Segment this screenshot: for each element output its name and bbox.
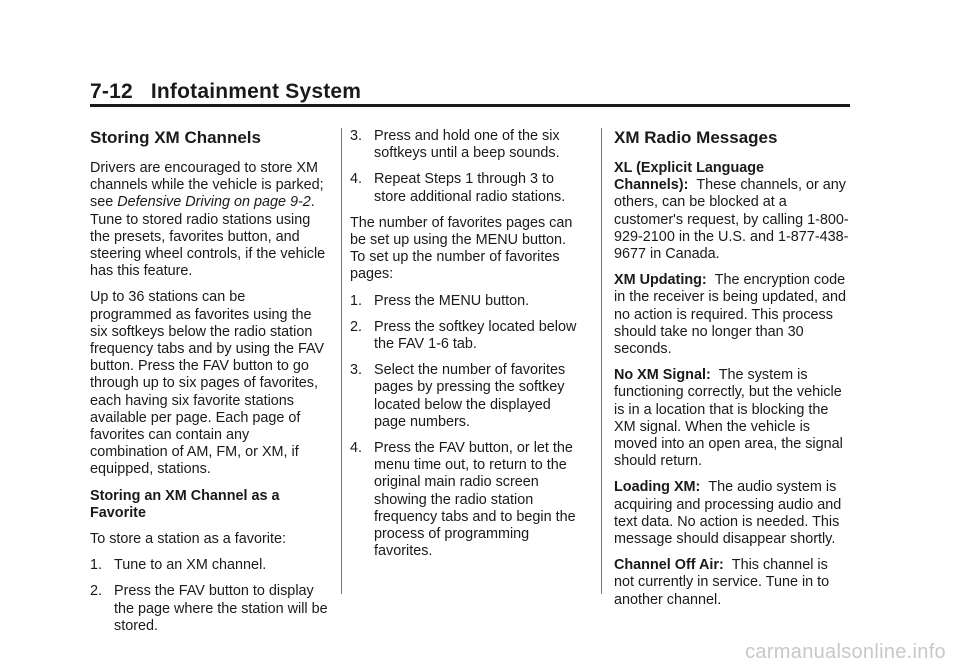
message-text: The audio system is acquiring and processing audio and text data. No action is needed. This message should disappear shortly. bbox=[614, 479, 842, 548]
step-number: 2. bbox=[350, 318, 363, 335]
subsection-heading: Storing an XM Channel as a Favorite bbox=[90, 487, 280, 521]
intro-paragraph bbox=[90, 160, 330, 280]
column-divider-1 bbox=[341, 128, 342, 594]
message-label: Channel Off Air: bbox=[614, 557, 724, 574]
watermark: carmanualsonline.info bbox=[745, 641, 946, 663]
message-item bbox=[614, 367, 850, 470]
chapter-title: Infotainment System bbox=[150, 80, 362, 103]
step-number: 2. bbox=[90, 583, 103, 600]
section-heading: Storing XM Channels bbox=[90, 128, 261, 147]
message-label: Loading XM: bbox=[614, 479, 701, 496]
step-text: Press the FAV button to display the page where the station will be stored. bbox=[114, 583, 328, 634]
step-number: 1. bbox=[90, 557, 103, 574]
list-item bbox=[350, 171, 582, 205]
column-3 bbox=[614, 128, 850, 618]
step-text: Press the FAV button, or let the menu time out, to return to the original main radio screen showing the radio station frequency tabs and to begin the process of programming favorites. bbox=[374, 440, 576, 560]
message-item bbox=[614, 557, 850, 609]
message-text: This channel is not currently in service. Tune in to another channel. bbox=[614, 557, 830, 608]
header-rule bbox=[90, 104, 850, 107]
column-2 bbox=[350, 128, 582, 569]
message-item bbox=[614, 160, 850, 263]
step-text: Press and hold one of the six softkeys until a beep sounds. bbox=[374, 128, 560, 162]
step-text: Tune to an XM channel. bbox=[114, 557, 267, 574]
step-number: 3. bbox=[350, 128, 363, 144]
column-1 bbox=[90, 128, 330, 644]
step-text: Press the MENU button. bbox=[374, 292, 530, 309]
list-item bbox=[90, 557, 330, 574]
message-text: The system is functioning correctly, but the vehicle is in a location that is blocking the XM signal. When the vehicle is moved into an open area, the signal should return. bbox=[614, 367, 843, 470]
list-item bbox=[350, 293, 582, 310]
message-item bbox=[614, 479, 850, 548]
step-number: 4. bbox=[350, 171, 363, 188]
cross-reference-link[interactable]: Defensive Driving on page 9-2 bbox=[117, 194, 311, 211]
message-label: XM Updating: bbox=[614, 272, 707, 289]
message-label: XL (Explicit Language Channels): bbox=[614, 160, 765, 194]
text-run: Drivers are encouraged to store XM channels while the vehicle is parked; see bbox=[90, 160, 324, 211]
list-item bbox=[350, 128, 582, 162]
step-text: Select the number of favorites pages by pressing the softkey located below the displayed page numbers. bbox=[374, 362, 566, 430]
step-number: 3. bbox=[350, 362, 363, 379]
step-number: 4. bbox=[350, 440, 363, 457]
page-number: 7-12 bbox=[90, 80, 133, 103]
list-item bbox=[90, 583, 330, 635]
favorites-paragraph: Up to 36 stations can be programmed as favorites using the six softkeys below the radio station frequency tabs and by using the FAV button. Press the FAV button to go through up to six pages of favorites, each having six favorite stations available per page. Each page of favorites can contain any combination of AM, FM, or XM, if equipped, stations. bbox=[90, 289, 325, 478]
list-item bbox=[350, 362, 582, 431]
step-text: Press the softkey located below the FAV 1-6 tab. bbox=[374, 318, 577, 353]
message-text: The encryption code in the receiver is being updated, and no action is required. This process should take no longer than 30 seconds. bbox=[614, 272, 847, 358]
column-divider-2 bbox=[601, 128, 602, 594]
message-text: These channels, or any others, can be blocked at a customer's request, by calling 1-800-929-2100 in the U.S. and 1-877-438-9677 in Canada. bbox=[614, 177, 849, 263]
list-item bbox=[350, 440, 582, 560]
steps-intro: To store a station as a favorite: bbox=[90, 531, 286, 548]
message-label: No XM Signal: bbox=[614, 367, 711, 384]
text-run: . Tune to stored radio stations using the presets, favorites button, and steering wheel controls, if the vehicle has this feature. bbox=[90, 194, 326, 280]
step-text: Repeat Steps 1 through 3 to store additional radio stations. bbox=[374, 171, 566, 205]
menu-paragraph: The number of favorites pages can be set up using the MENU button. To set up the number of favorites pages: bbox=[350, 214, 573, 283]
section-heading: XM Radio Messages bbox=[614, 128, 778, 147]
step-number: 1. bbox=[350, 292, 363, 309]
list-item bbox=[350, 319, 582, 353]
page-header bbox=[90, 80, 361, 104]
message-item bbox=[614, 272, 850, 358]
